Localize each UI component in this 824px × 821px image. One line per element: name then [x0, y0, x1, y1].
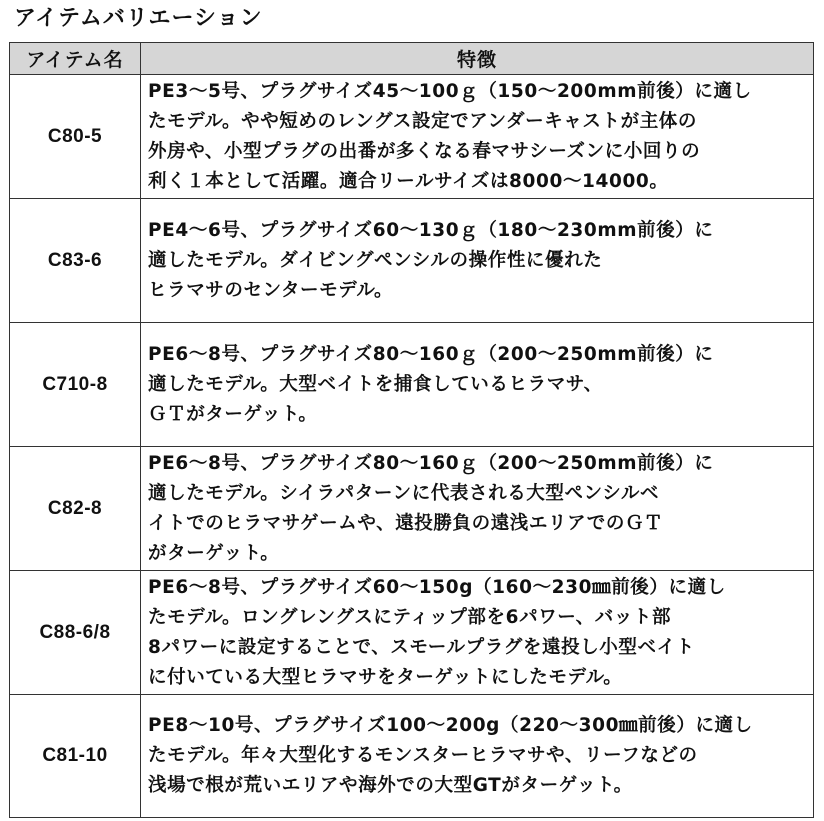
- header-item-name: アイテム名: [10, 43, 141, 75]
- page-title: アイテムバリエーション: [14, 6, 263, 31]
- item-variation-table: [9, 42, 814, 818]
- feature-text-line: PE8〜10号、プラグサイズ100〜200g（220〜300㎜前後）に適し: [148, 715, 753, 736]
- table-row: [10, 695, 814, 818]
- item-features-cell: [141, 695, 814, 818]
- feature-text-line: 適したモデル。大型ベイトを捕食しているヒラマサ、: [148, 373, 603, 395]
- feature-text-line: 浅場で根が荒いエリアや海外での大型GTがターゲット。: [148, 775, 633, 796]
- item-features-cell: [141, 571, 814, 695]
- item-name-cell: C88-6/8: [10, 571, 141, 695]
- item-name-cell: C83-6: [10, 199, 141, 323]
- feature-text-line: がターゲット。: [148, 542, 280, 564]
- feature-text-line: たモデル。やや短めのレングス設定でアンダーキャストが主体の: [148, 110, 697, 132]
- feature-text-line: に付いている大型ヒラマサをターゲットにしたモデル。: [148, 666, 623, 688]
- feature-text-line: PE6〜8号、プラグサイズ60〜150g（160〜230㎜前後）に適し: [148, 576, 726, 598]
- item-name-cell: C80-5: [10, 75, 141, 199]
- feature-text-line: たモデル。ロングレングスにティップ部を6パワー、バット部: [148, 606, 672, 628]
- feature-text-line: 8パワーに設定することで、スモールプラグを遠投し小型ベイト: [148, 636, 695, 658]
- feature-text-line: PE6〜8号、プラグサイズ80〜160ｇ（200〜250mm前後）に: [148, 343, 714, 365]
- feature-text-line: 利く１本として活躍。適合リールサイズは8000〜14000。: [148, 170, 669, 192]
- item-name-cell: C710-8: [10, 323, 141, 447]
- feature-text-line: PE6〜8号、プラグサイズ80〜160ｇ（200〜250mm前後）に: [148, 452, 714, 474]
- table-row: [10, 447, 814, 571]
- feature-text-line: PE4〜6号、プラグサイズ60〜130ｇ（180〜230mm前後）に: [148, 219, 714, 241]
- feature-text-line: ＧＴがターゲット。: [148, 403, 318, 425]
- feature-text-line: 適したモデル。ダイビングペンシルの操作性に優れた: [148, 249, 603, 271]
- table-row: [10, 323, 814, 447]
- feature-text-line: イトでのヒラマサゲームや、遠投勝負の遠浅エリアでのＧＴ: [148, 512, 664, 534]
- header-features: 特徴: [141, 43, 814, 75]
- table-header-row: [10, 43, 814, 75]
- feature-text-line: 外房や、小型プラグの出番が多くなる春マサシーズンに小回りの: [148, 140, 701, 162]
- feature-text-line: 適したモデル。シイラパターンに代表される大型ペンシルベ: [148, 482, 660, 504]
- item-features-cell: [141, 75, 814, 199]
- feature-text-line: ヒラマサのセンターモデル。: [148, 279, 394, 301]
- item-features-cell: [141, 323, 814, 447]
- item-features-cell: [141, 447, 814, 571]
- table-row: [10, 571, 814, 695]
- table-row: [10, 199, 814, 323]
- table-row: [10, 75, 814, 199]
- feature-text-line: PE3〜5号、プラグサイズ45〜100ｇ（150〜200mm前後）に適し: [148, 80, 752, 102]
- item-features-cell: [141, 199, 814, 323]
- item-name-cell: C81-10: [10, 695, 141, 818]
- feature-text-line: たモデル。年々大型化するモンスターヒラマサや、リーフなどの: [148, 745, 698, 766]
- item-name-cell: C82-8: [10, 447, 141, 571]
